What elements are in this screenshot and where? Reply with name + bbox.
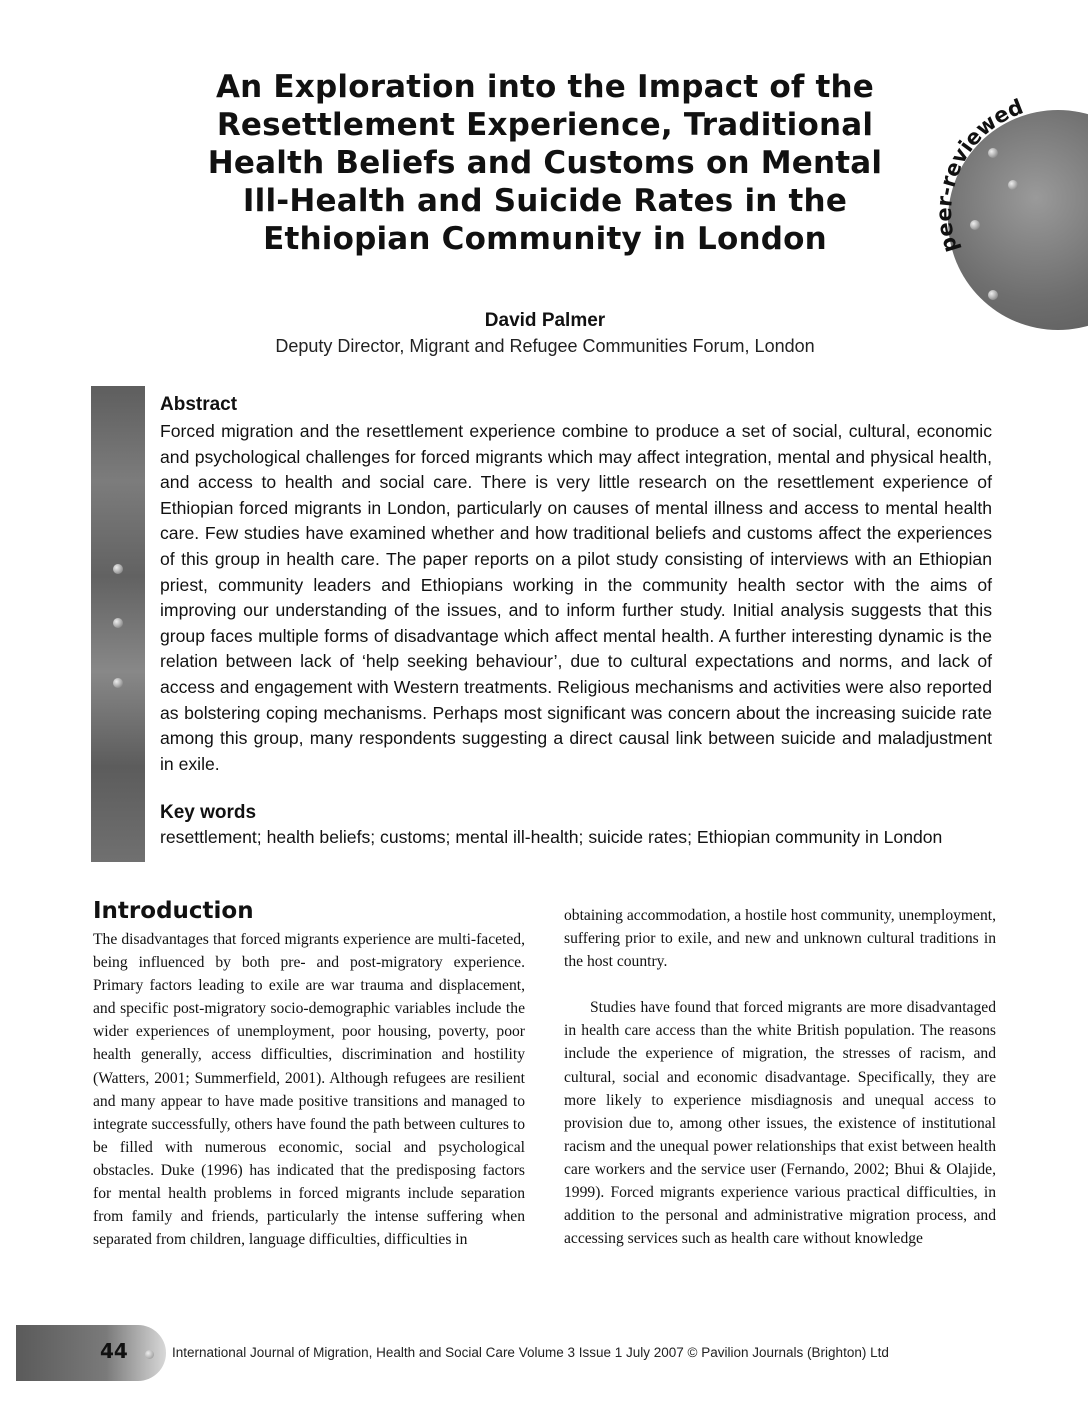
body-column-right	[564, 904, 996, 1250]
abstract-text: Forced migration and the resettlement experience combine to produce a set of social, cultural, economic and psychological challenges for forced migrants which may affect integration, mental and physical health, and access to health and social care. There is very little research on the resettlement experience of Ethiopian forced migrants in London, particularly on causes of mental illness and access to mental health care. Few studies have examined whether and how traditional beliefs and customs affect the experiences of this group in health care. The paper reports on a pilot study consisting of interviews with an Ethiopian priest, community leaders and Ethiopians working in the community health sector with the aims of improving our understanding of the issues, and to inform further study. Initial analysis suggests that this group faces multiple forms of disadvantage which affect mental health. A further interesting dynamic is the relation between lack of ‘help seeking behaviour’, due to cultural expectations and norms, and lack of access and engagement with Western treatments. Religious mechanisms and activities were also reported as bolstering coping mechanisms. Perhaps most significant was concern about the increasing suicide rate among this group, many respondents suggesting a direct causal link between suicide and maladjustment in exile.	[160, 421, 992, 774]
abstract-section	[160, 393, 992, 777]
rivet-icon	[113, 618, 123, 628]
page-number: 44	[100, 1339, 128, 1363]
body-column-left	[93, 928, 525, 1251]
keywords-section	[160, 801, 992, 850]
author-name: David Palmer	[484, 310, 606, 331]
rivet-icon	[113, 564, 123, 574]
rivet-icon	[113, 678, 123, 688]
peer-reviewed-label-arc	[918, 80, 1088, 280]
introduction-paragraph-2: Studies have found that forced migrants are more disadvantaged in health care access than the white British population. The reasons include the experience of migration, the stresses of racism, and cultural, social and economic disadvantage. Specifically, they are more likely to experience misdiagnosis and unequal access to provision due to, among other issues, the existence of institutional racism and the unequal power relationships that exist between health care workers and the service user (Fernando, 2002; Bhui & Olajide, 1999). Forced migrants experience various practical difficulties, in addition to the personal and administrative migration process, and accessing services such as health care without knowledge	[564, 999, 996, 1248]
introduction-paragraph-1-continued: obtaining accommodation, a hostile host community, unemployment, suffering prior to exile, and new and unknown cultural traditions in the host country.	[564, 907, 996, 971]
rivet-icon	[145, 1350, 154, 1359]
paper-title: An Exploration into the Impact of the Resettlement Experience, Traditional Health Beliefs and Customs on Mental Ill-Health and Suicide Rates in the Ethiopian Community in London	[207, 69, 883, 257]
svg-text:peer-reviewed	[932, 95, 1026, 256]
author-affiliation: Deputy Director, Migrant and Refugee Communities Forum, London	[275, 336, 815, 356]
abstract-side-bar	[91, 386, 145, 862]
keywords-text: resettlement; health beliefs; customs; mental ill-health; suicide rates; Ethiopian community in London	[160, 827, 943, 847]
peer-reviewed-label: peer-reviewed	[932, 94, 1027, 256]
rivet-icon	[988, 290, 998, 300]
abstract-heading: Abstract	[160, 394, 238, 415]
footer-citation: International Journal of Migration, Health and Social Care Volume 3 Issue 1 July 2007 © Pavilion Journals (Brighton) Ltd	[172, 1345, 889, 1360]
introduction-heading: Introduction	[93, 898, 254, 924]
introduction-paragraph-1: The disadvantages that forced migrants experience are multi-faceted, being influenced by both pre- and post-migratory experience. Primary factors leading to exile are war trauma and displacement, and specific post-migratory socio-demographic variables include the wider experiences of unemployment, poor housing, poverty, poor health generally, access difficulties, discrimination and hostility (Watters, 2001; Summerfield, 2001). Although refugees are resilient and many appear to have made positive transitions and managed to integrate successfully, others have found the path between cultures to be filled with numerous economic, social and psychological obstacles. Duke (1996) has indicated that the predisposing factors for mental health problems in forced migrants include separation from family and friends, particularly the intense suffering when separated from children, language difficulties, difficulties in	[93, 931, 526, 1249]
footer-page-tab	[16, 1325, 166, 1381]
keywords-heading: Key words	[160, 802, 257, 823]
